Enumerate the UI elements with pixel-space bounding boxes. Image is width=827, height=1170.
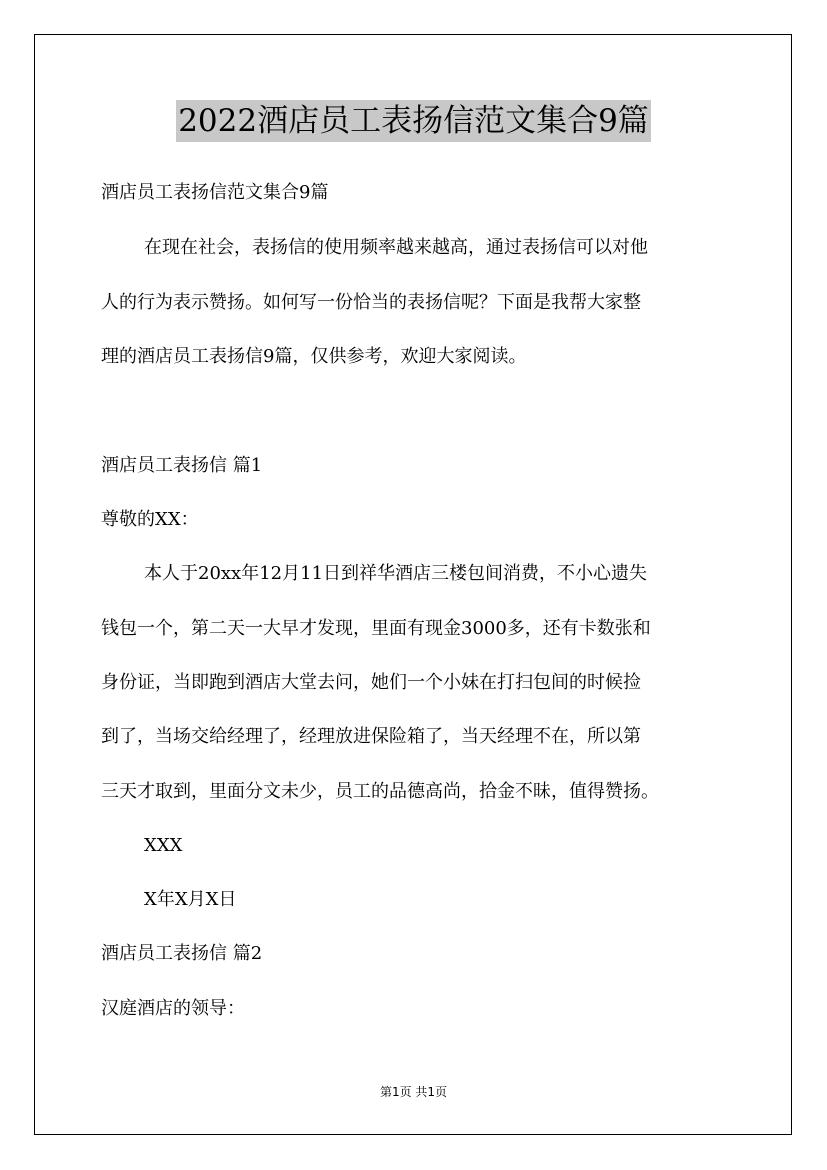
intro-line-1: 在现在社会，表扬信的使用频率越来越高，通过表扬信可以对他 (144, 237, 648, 258)
title-container (0, 100, 827, 142)
body-line-3: 身份证，当即跑到酒店大堂去问，她们一个小妹在打扫包间的时候捡 (101, 672, 641, 693)
section-heading-2: 酒店员工表扬信 篇2 (101, 943, 263, 964)
salutation-1: 尊敬的XX： (101, 509, 199, 530)
body-line-2: 钱包一个，第二天一大早才发现，里面有现金3000多，还有卡数张和 (101, 618, 651, 639)
document-title: 2022酒店员工表扬信范文集合9篇 (176, 100, 651, 142)
salutation-2: 汉庭酒店的领导： (101, 998, 245, 1019)
body-line-5: 三天才取到，里面分文未少，员工的品德高尚，拾金不昧，值得赞扬。 (101, 781, 659, 802)
body-line-4: 到了，当场交给经理了，经理放进保险箱了，当天经理不在，所以第 (101, 726, 641, 747)
intro-line-2: 人的行为表示赞扬。如何写一份恰当的表扬信呢？下面是我帮大家整 (101, 292, 641, 313)
signature-name: XXX (144, 835, 183, 856)
section-heading-1: 酒店员工表扬信 篇1 (101, 455, 263, 476)
subtitle-line: 酒店员工表扬信范文集合9篇 (101, 182, 329, 203)
intro-line-3: 理的酒店员工表扬信9篇，仅供参考，欢迎大家阅读。 (101, 346, 527, 367)
signature-date: X年X月X日 (144, 889, 237, 910)
page-footer: 第1页 共1页 (379, 1085, 448, 1099)
body-line-1: 本人于20xx年12月11日到祥华酒店三楼包间消费，不小心遗失 (144, 563, 648, 584)
